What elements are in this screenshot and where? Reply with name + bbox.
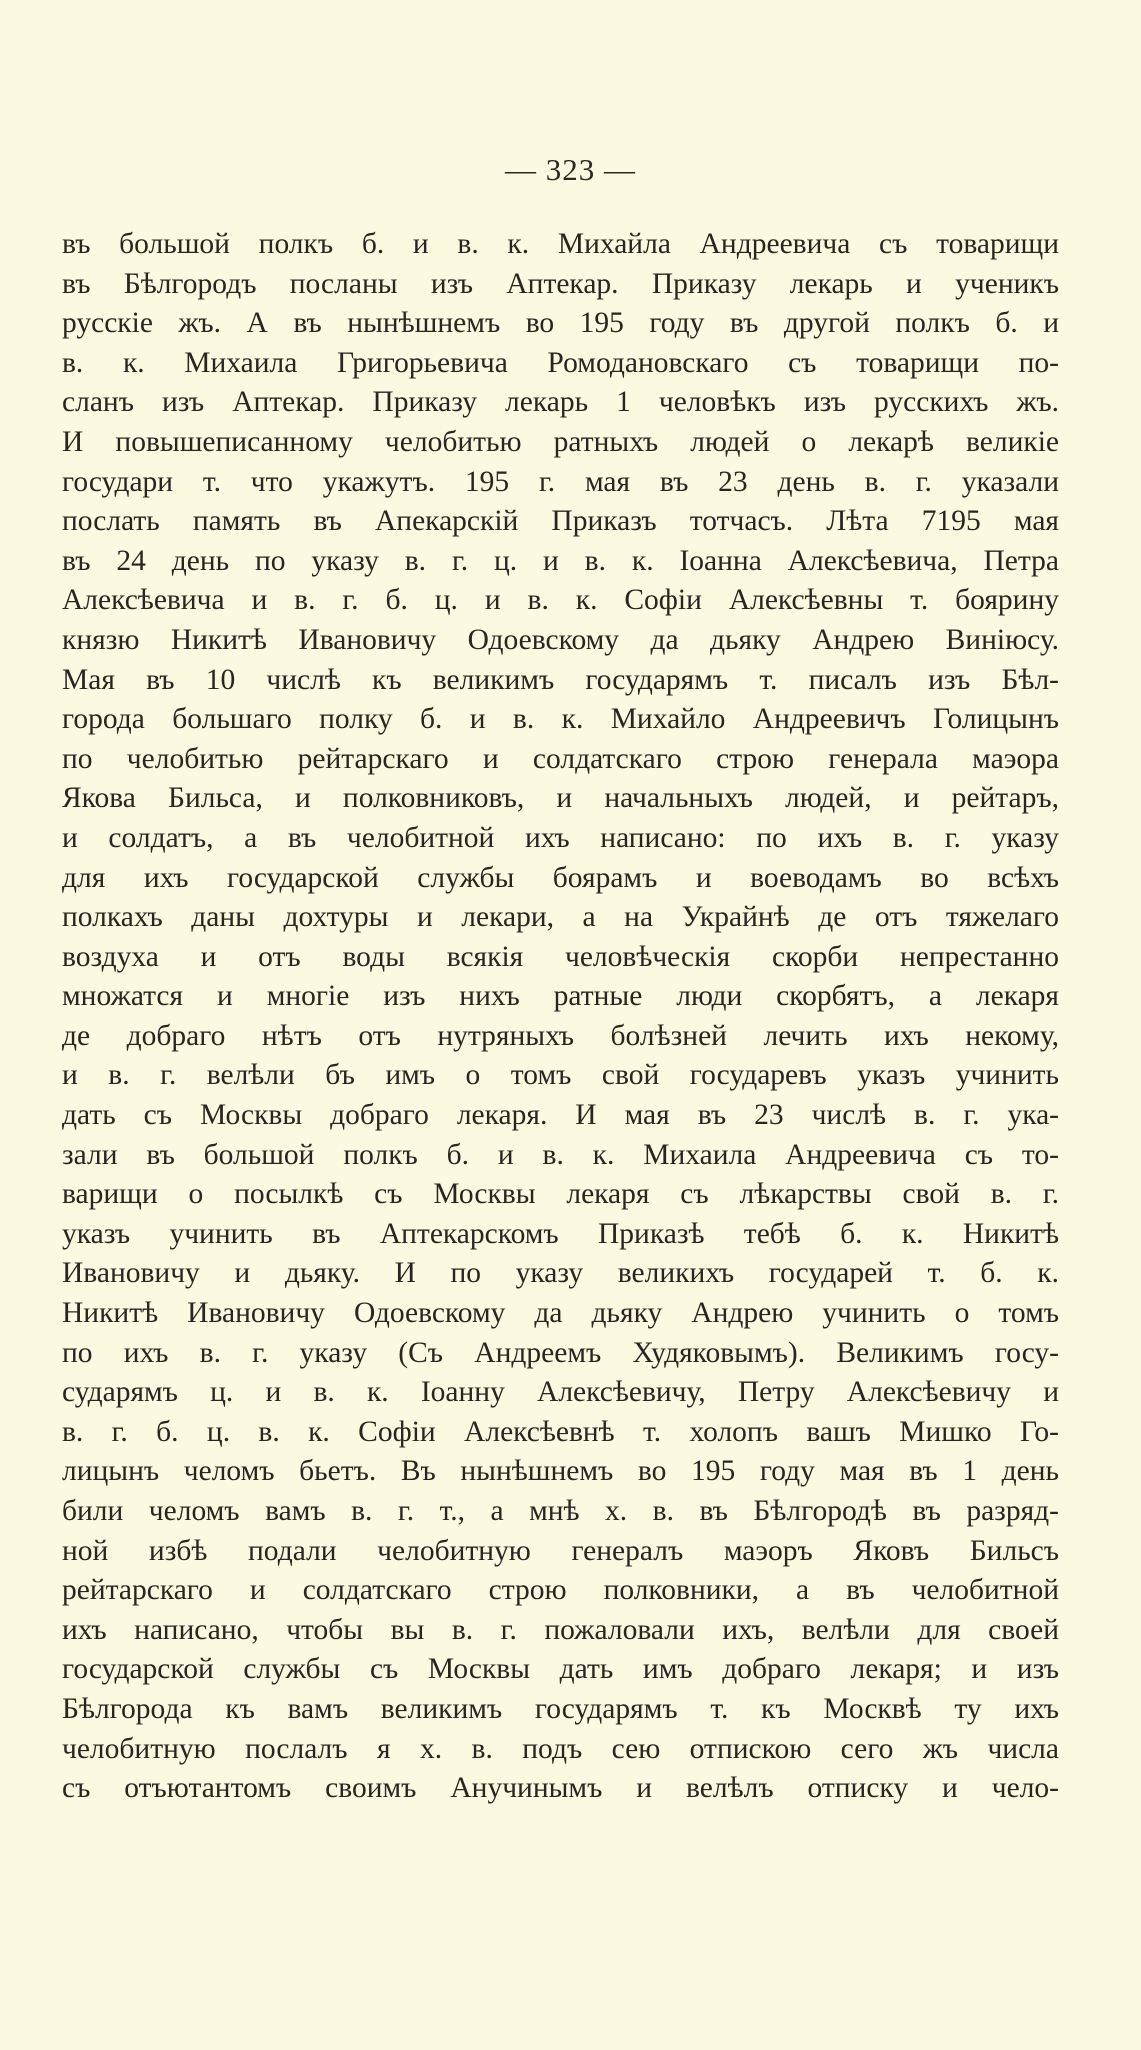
body-text	[62, 225, 1059, 1809]
text-line: въ большой полкъ б. и в. к. Михайла Андреевича съ товарищи	[62, 228, 1059, 260]
text-line: де добраго нѣтъ отъ нутряныхъ болѣзней лечить ихъ некому,	[62, 1019, 1059, 1052]
text-line: рейтарскаго и солдатскаго строю полковники, а въ челобитной	[62, 1574, 1059, 1607]
text-line: лицынъ челомъ бьетъ. Въ нынѣшнемъ во 195 году мая въ 1 день	[62, 1455, 1059, 1488]
text-line: дать съ Москвы добраго лекаря. И мая въ 23 числѣ в. г. ука-	[62, 1099, 1059, 1132]
text-line: по челобитью рейтарскаго и солдатскаго строю генерала маэора	[62, 742, 1059, 775]
text-line: И повышеписанному челобитью ратныхъ людей о лекарѣ великіе	[62, 425, 1059, 458]
text-line: съ отъютантомъ своимъ Анучинымъ и велѣлъ отписку и чело-	[62, 1772, 1059, 1805]
text-line: воздуха и отъ воды всякія человѣческія скорби непрестанно	[62, 940, 1059, 973]
text-line: Ивановичу и дьяку. И по указу великихъ государей т. б. к.	[62, 1257, 1059, 1290]
text-line: полкахъ даны дохтуры и лекари, а на Украйнѣ де отъ тяжелаго	[62, 901, 1059, 934]
text-line: били челомъ вамъ в. г. т., а мнѣ х. в. въ Бѣлгородѣ въ разряд-	[62, 1495, 1059, 1527]
text-line: Мая въ 10 числѣ къ великимъ государямъ т. писалъ изъ Бѣл-	[62, 663, 1059, 696]
text-line: сланъ изъ Аптекар. Приказу лекарь 1 человѣкъ изъ русскихъ жъ.	[62, 386, 1059, 419]
text-line: и солдатъ, а въ челобитной ихъ написано: по ихъ в. г. указу	[62, 821, 1059, 854]
text-line: Бѣлгорода къ вамъ великимъ государямъ т. къ Москвѣ ту ихъ	[62, 1692, 1059, 1725]
text-line: указъ учинить въ Аптекарскомъ Приказѣ тебѣ б. к. Никитѣ	[62, 1217, 1059, 1250]
text-line: государи т. что укажутъ. 195 г. мая въ 23 день в. г. указали	[62, 465, 1059, 498]
text-line: князю Никитѣ Ивановичу Одоевскому да дьяку Андрею Виніюсу.	[62, 623, 1059, 656]
text-line: в. г. б. ц. в. к. Софіи Алексѣевнѣ т. холопъ вашъ Мишко Го-	[62, 1415, 1059, 1448]
text-line: по ихъ в. г. указу (Съ Андреемъ Худяковымъ). Великимъ госу-	[62, 1336, 1059, 1369]
text-line: ихъ написано, чтобы вы в. г. пожаловали ихъ, велѣли для своей	[62, 1613, 1059, 1646]
text-line: варищи о посылкѣ съ Москвы лекаря съ лѣкарствы свой в. г.	[62, 1178, 1059, 1211]
text-line: зали въ большой полкъ б. и в. к. Михаила Андреевича съ то-	[62, 1138, 1059, 1171]
text-line: послать память въ Апекарскій Приказъ тотчасъ. Лѣта 7195 мая	[62, 505, 1059, 538]
text-line: Якова Бильса, и полковниковъ, и начальныхъ людей, и рейтаръ,	[62, 782, 1059, 815]
text-line: сударямъ ц. и в. к. Іоанну Алексѣевичу, Петру Алексѣевичу и	[62, 1376, 1059, 1409]
text-line: Никитѣ Ивановичу Одоевскому да дьяку Андрею учинить о томъ	[62, 1297, 1059, 1330]
text-line: русскіе жъ. А въ нынѣшнемъ во 195 году въ другой полкъ б. и	[62, 307, 1059, 340]
page-number: — 323 —	[505, 152, 636, 187]
text-line: въ Бѣлгородъ посланы изъ Аптекар. Приказу лекарь и ученикъ	[62, 267, 1059, 300]
text-line: ной избѣ подали челобитную генералъ маэоръ Яковъ Бильсъ	[62, 1534, 1059, 1567]
text-line: для ихъ государской службы боярамъ и воеводамъ во всѣхъ	[62, 861, 1059, 894]
text-line: множатся и многіе изъ нихъ ратные люди скорбятъ, а лекаря	[62, 980, 1059, 1013]
text-line: и в. г. велѣли бъ имъ о томъ свой государевъ указъ учинить	[62, 1059, 1059, 1092]
text-line: въ 24 день по указу в. г. ц. и в. к. Іоанна Алексѣевича, Петра	[62, 544, 1059, 577]
text-line: челобитную послалъ я х. в. подъ сею отпискою сего жъ числа	[62, 1732, 1059, 1765]
text-line: Алексѣевича и в. г. б. ц. и в. к. Софіи Алексѣевны т. боярину	[62, 584, 1059, 617]
text-line: государской службы съ Москвы дать имъ добраго лекаря; и изъ	[62, 1653, 1059, 1686]
text-line: города большаго полку б. и в. к. Михайло Андреевичъ Голицынъ	[62, 703, 1059, 736]
text-line: в. к. Михаила Григорьевича Ромодановскаго съ товарищи по-	[62, 346, 1059, 379]
